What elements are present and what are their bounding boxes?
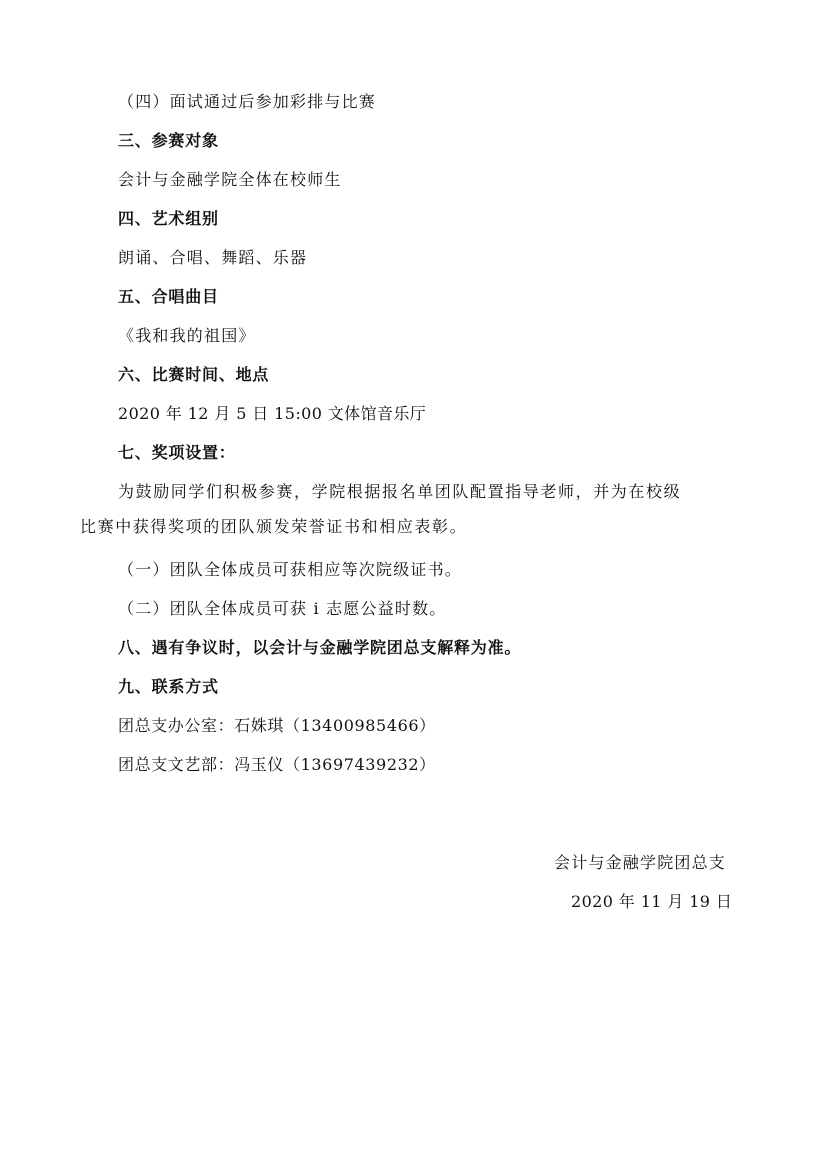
section-7-paragraph-line-1: 为鼓励同学们积极参赛，学院根据报名单团队配置指导老师，并为在校级 (118, 482, 682, 501)
signature-date: 2020 年 11 月 19 日 (571, 892, 733, 911)
section-5-text: 《我和我的祖国》 (118, 326, 256, 345)
section-9-heading: 九、联系方式 (118, 677, 219, 696)
section-4-heading: 四、艺术组别 (118, 209, 219, 228)
section-6-heading: 六、比赛时间、地点 (118, 365, 270, 384)
contact-arts-department: 团总支文艺部：冯玉仪（13697439232） (118, 755, 436, 774)
section-5-heading: 五、合唱曲目 (118, 287, 219, 306)
section-7-item-2: （二）团队全体成员可获 i 志愿公益时数。 (118, 599, 447, 618)
section-3-heading: 三、参赛对象 (118, 131, 219, 150)
contact-office: 团总支办公室：石姝琪（13400985466） (118, 716, 436, 735)
signature-organization: 会计与金融学院团总支 (554, 853, 727, 872)
item-4-text: （四）面试通过后参加彩排与比赛 (118, 92, 377, 111)
section-7-heading: 七、奖项设置： (118, 443, 236, 462)
section-7-paragraph-line-2: 比赛中获得奖项的团队颁发荣誉证书和相应表彰。 (80, 517, 468, 536)
section-6-text: 2020 年 12 月 5 日 15:00 文体馆音乐厅 (118, 404, 427, 423)
section-8-heading: 八、遇有争议时，以会计与金融学院团总支解释为准。 (118, 638, 522, 657)
section-4-text: 朗诵、合唱、舞蹈、乐器 (118, 248, 308, 267)
section-7-item-1: （一）团队全体成员可获相应等次院级证书。 (118, 560, 463, 579)
section-3-text: 会计与金融学院全体在校师生 (118, 170, 342, 189)
